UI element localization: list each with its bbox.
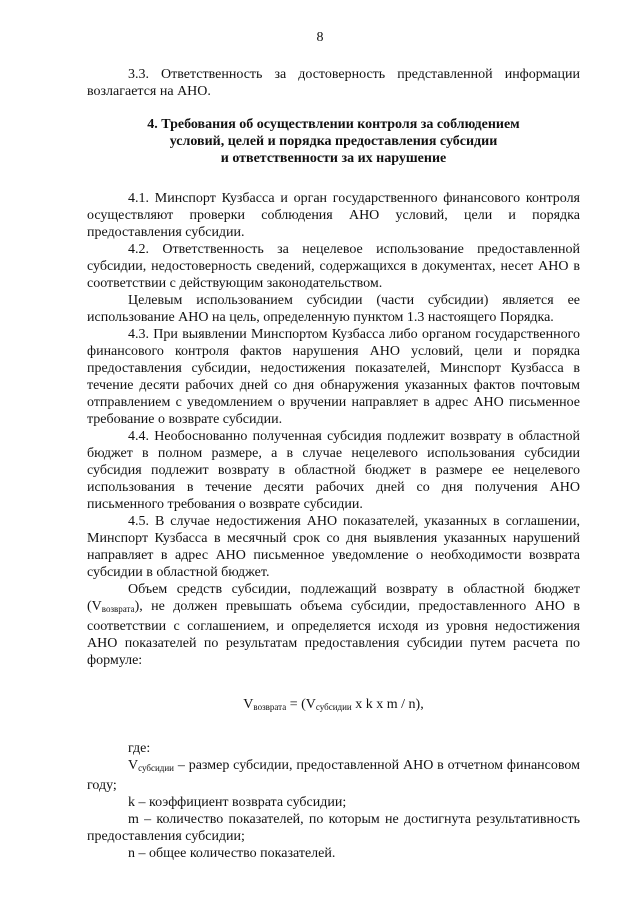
definition-m: m – количество показателей, по которым не достигнута результативность предоставления субсидии; [87,812,580,844]
heading-line: и ответственности за их нарушение [220,151,447,166]
formula-equals: = (V [286,697,316,712]
refund-formula [87,697,580,713]
section-4-heading [87,116,580,167]
formula-rest: x k x m / n), [351,697,424,712]
definition-v-subsidy [87,757,580,794]
definition-k: k – коэффициент возврата субсидии; [128,795,347,810]
paragraph-4-1: 4.1. Минспорт Кузбасса и орган государственного финансового контроля осуществляют проверки соблюдения АНО условий, цели и порядка предоставления субсидии. [87,191,580,240]
paragraph-4-5: 4.5. В случае недостижения АНО показателей, указанных в соглашении, Минспорт Кузбасса в месячный срок со дня выявления указанных нарушений направляет в адрес АНО письменное уведомление о необходимости возврата субсидии в областной бюджет. [87,514,580,580]
document-body [87,66,580,862]
refund-volume-text-before: Объем средств субсидии, подлежащий возврату в областной бюджет (V [87,582,580,614]
paragraph-4-4: 4.4. Необоснованно полученная субсидия подлежит возврату в областной бюджет в полном размере, а в случае нецелевого использования субсидии субсидия подлежит возврату в областной бюджет в размере ее нецелевого использования в течение десяти рабочих дней со дня получения АНО письменного требования о возврате субсидии. [87,429,580,512]
definition-v-subscript: субсидии [138,763,174,773]
formula-v-refund: V [243,697,254,712]
formula-sub-refund: возврата [253,702,287,712]
paragraph-refund-volume [87,581,580,669]
definition-n: n – общее количество показателей. [128,846,336,861]
definition-v-symbol: V [128,758,139,773]
paragraph-target-use: Целевым использованием субсидии (части субсидии) является ее использование АНО на цель, определенную пунктом 1.3 настоящего Порядка. [87,293,580,325]
refund-volume-text-after: ), не должен превышать объема субсидии, предоставленного АНО в соответствии с соглашением, и определяется исходя из уровня недостижения АНО показателей по результатам предоставления субсидии путем расчета по формуле: [87,599,580,668]
heading-line: 4. Требования об осуществлении контроля за соблюдением [147,117,520,132]
heading-line: условий, целей и порядка предоставления субсидии [169,134,498,149]
paragraph-4-3: 4.3. При выявлении Минспортом Кузбасса либо органом государственного финансового контроля фактов нарушения АНО условий, цели и порядка предоставления субсидии, недостижения показателей, Минспорт Кузбасса в течение десяти рабочих дней со дня обнаружения указанных фактов почтовым отправлением с уведомлением о вручении направляет в адрес АНО письменное требование о возврате субсидии. [87,327,580,427]
where-label: где: [128,741,151,756]
formula-sub-subsidy: субсидии [315,702,352,712]
paragraph-3-3: 3.3. Ответственность за достоверность представленной информации возлагается на АНО. [87,67,580,99]
refund-volume-subscript: возврата [101,604,135,614]
paragraph-4-2: 4.2. Ответственность за нецелевое использование предоставленной субсидии, недостоверность сведений, содержащихся в документах, несет АНО в соответствии с действующим законодательством. [87,242,580,291]
page-number: 8 [316,30,324,45]
definition-v-text: – размер субсидии, предоставленной АНО в отчетном финансовом году; [87,758,580,793]
